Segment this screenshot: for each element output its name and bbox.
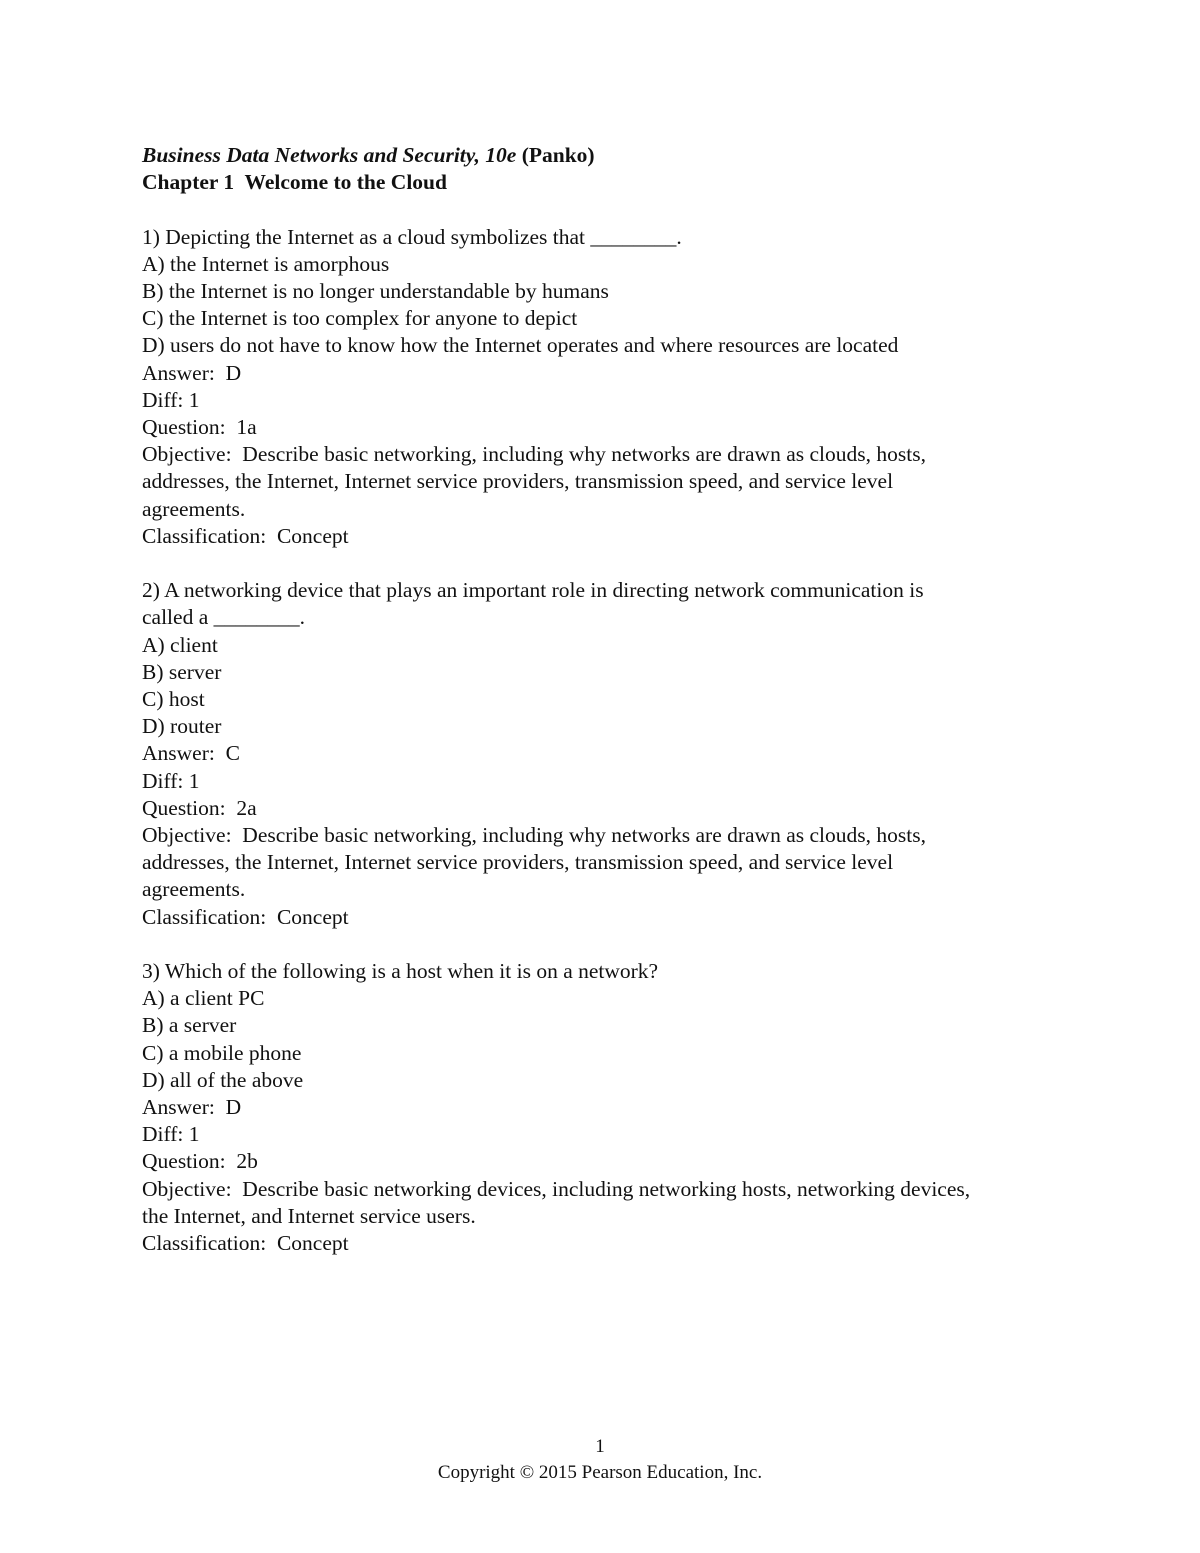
- question-stem: 2) A networking device that plays an important role in directing network communication is: [142, 578, 924, 603]
- answer-option: B) a server: [142, 1013, 237, 1038]
- spacer: [142, 931, 1072, 958]
- spacer: [142, 550, 1072, 577]
- page-content: [142, 142, 1072, 1257]
- question-reference: Question: 2b: [142, 1149, 258, 1174]
- answer-option: D) users do not have to know how the Internet operates and where resources are located: [142, 333, 899, 358]
- question-stem: 1) Depicting the Internet as a cloud symbolizes that ________.: [142, 224, 682, 249]
- question-block: [142, 577, 1072, 931]
- answer-key: Answer: C: [142, 741, 240, 766]
- page-number: 1: [595, 1436, 605, 1457]
- answer-key: Answer: D: [142, 360, 242, 385]
- objective-text: addresses, the Internet, Internet service providers, transmission speed, and service level: [142, 469, 894, 494]
- classification: Classification: Concept: [142, 523, 349, 548]
- copyright-notice: Copyright © 2015 Pearson Education, Inc.: [437, 1462, 763, 1483]
- objective-text: addresses, the Internet, Internet service providers, transmission speed, and service level: [142, 850, 894, 875]
- classification: Classification: Concept: [142, 1231, 349, 1256]
- question-list: [142, 224, 1072, 1258]
- classification: Classification: Concept: [142, 904, 349, 929]
- question-stem: 3) Which of the following is a host when it is on a network?: [142, 959, 659, 984]
- spacer: [142, 196, 1072, 223]
- answer-option: D) all of the above: [142, 1067, 304, 1092]
- objective-text: Objective: Describe basic networking devices, including networking hosts, networking devices,: [142, 1176, 971, 1201]
- answer-option: D) router: [142, 714, 222, 739]
- question-reference: Question: 2a: [142, 795, 257, 820]
- difficulty: Diff: 1: [142, 387, 200, 412]
- chapter-heading: Chapter 1 Welcome to the Cloud: [142, 170, 447, 195]
- answer-option: C) a mobile phone: [142, 1040, 302, 1065]
- question-block: [142, 958, 1072, 1257]
- objective-text: agreements.: [142, 877, 246, 902]
- objective-text: Objective: Describe basic networking, including why networks are drawn as clouds, hosts,: [142, 823, 926, 848]
- answer-key: Answer: D: [142, 1095, 242, 1120]
- objective-text: Objective: Describe basic networking, including why networks are drawn as clouds, hosts,: [142, 442, 926, 467]
- answer-option: C) the Internet is too complex for anyone to depict: [142, 306, 578, 331]
- objective-text: agreements.: [142, 496, 246, 521]
- author-name: (Panko): [516, 143, 595, 167]
- answer-option: B) server: [142, 659, 222, 684]
- document-title: [142, 142, 1072, 169]
- answer-option: A) a client PC: [142, 986, 265, 1011]
- question-block: [142, 224, 1072, 550]
- difficulty: Diff: 1: [142, 768, 200, 793]
- answer-option: A) client: [142, 632, 218, 657]
- answer-option: A) the Internet is amorphous: [142, 251, 390, 276]
- question-reference: Question: 1a: [142, 415, 257, 440]
- book-title: Business Data Networks and Security, 10e: [142, 143, 517, 167]
- question-stem: called a ________.: [142, 605, 305, 630]
- objective-text: the Internet, and Internet service users.: [142, 1203, 476, 1228]
- answer-option: B) the Internet is no longer understandable by humans: [142, 279, 609, 303]
- answer-option: C) host: [142, 687, 205, 712]
- difficulty: Diff: 1: [142, 1122, 200, 1147]
